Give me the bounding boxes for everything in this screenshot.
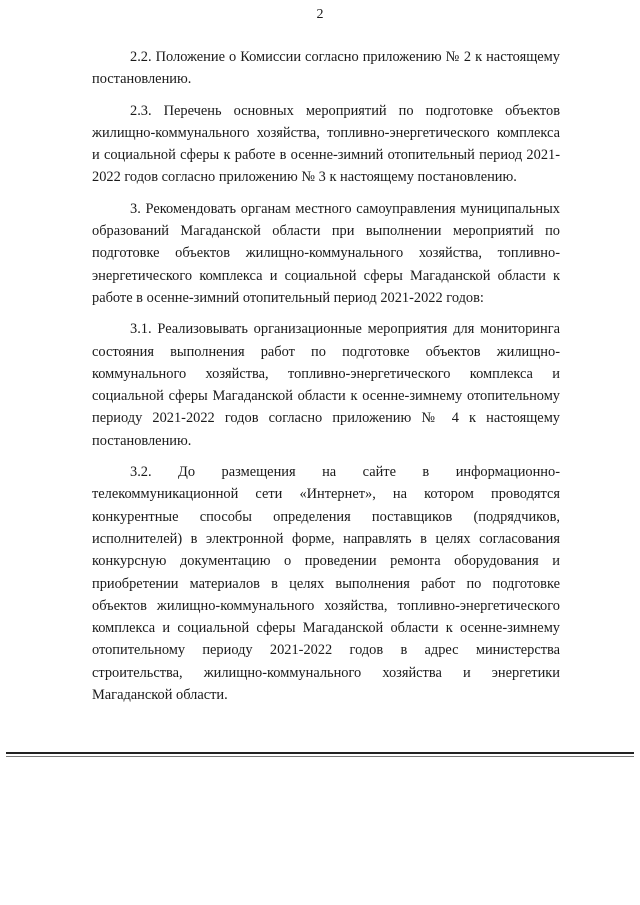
paragraph-3-1: 3.1. Реализовывать организационные мероприятия для мониторинга состояния выполнения работ по подготовке объектов жилищно-коммунального хозяйства, топливно-энергетического комплекса и социальной сферы Магаданской области к осенне-зимнему отопительному периоду 2021-2022 годов согласно приложению № 4 к настоящему постановлению. (92, 321, 560, 449)
paragraph-2-2: 2.2. Положение о Комиссии согласно приложению № 2 к настоящему постановлению. (92, 49, 560, 88)
footer-divider-shadow (6, 756, 634, 757)
paragraph-3: 3. Рекомендовать органам местного самоуправления муниципальных образований Магаданской области при выполнении мероприятий по подготовке объектов жилищно-коммунального хозяйства, топливно-энергетического комплекса и социальной сферы Магаданской области к работе в осенне-зимний отопительный период 2021-2022 годов: (92, 200, 560, 306)
footer-divider (6, 752, 634, 754)
paragraph-2-3: 2.3. Перечень основных мероприятий по подготовке объектов жилищно-коммунального хозяйства, топливно-энергетического комплекса и социальной сферы к работе в осенне-зимний отопительный период 2021-2022 годов согласно приложению № 3 к настоящему постановлению. (92, 102, 560, 186)
paragraph-3-2: 3.2. До размещения на сайте в информационно-телекоммуникационной сети «Интернет», на котором проводятся конкурентные способы определения поставщиков (подрядчиков, исполнителей) в электронной форме, направлять в целях согласования конкурсную документацию о проведении ремонта оборудования и приобретении материалов в целях выполнения работ по подготовке объектов жилищно-коммунального хозяйства, топливно-энергетического комплекса и социальной сферы Магаданской области к осенне-зимнему отопительному периоду 2021-2022 годов в адрес министерства строительства, жилищно-коммунального хозяйства и энергетики Магаданской области. (92, 464, 560, 704)
document-body (92, 46, 560, 715)
page-number: 2 (316, 7, 324, 22)
